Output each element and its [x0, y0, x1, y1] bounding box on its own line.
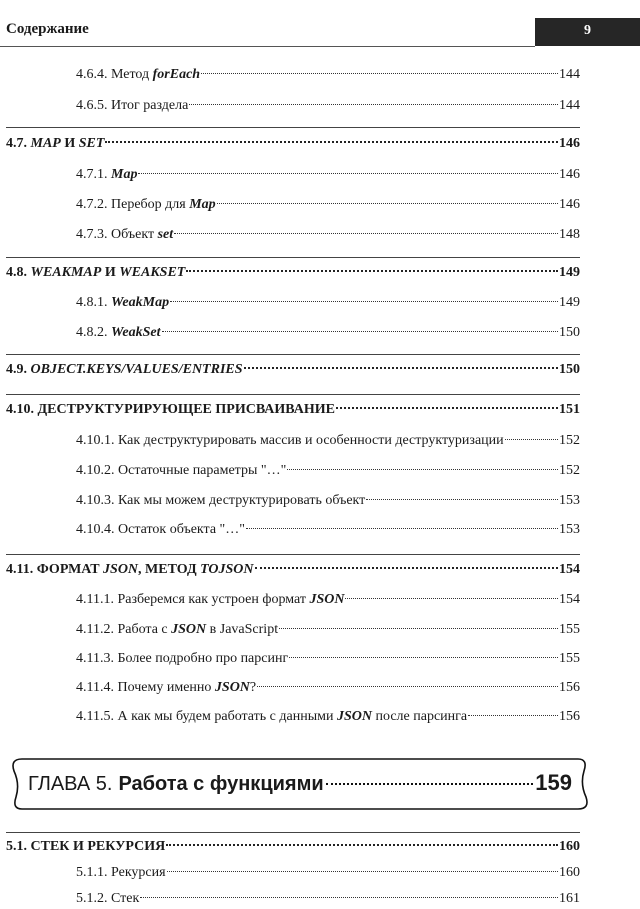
toc-page-number: 156: [559, 680, 580, 695]
toc-page-number: 150: [559, 325, 580, 340]
toc-entry: 5.1.2. Стек 161: [76, 891, 580, 906]
page-header: [0, 0, 640, 50]
toc-entry: 4.7.2. Перебор для Map 146: [76, 197, 580, 212]
section-divider: [6, 554, 580, 555]
toc-entry: 4.6.4. Метод forEach 144: [76, 67, 580, 82]
toc-page-number: 150: [559, 362, 580, 377]
toc-page-number: 152: [559, 433, 580, 448]
toc-section-heading: 4.7. MAP И SET 146: [6, 136, 580, 151]
toc-section-heading: 4.8. WEAKMAP И WEAKSET 149: [6, 265, 580, 280]
toc-page-number: 161: [559, 891, 580, 906]
toc-page-number: 144: [559, 67, 580, 82]
toc-page-number: 146: [559, 167, 580, 182]
toc-page-number: 146: [559, 136, 580, 151]
toc-page-number: 160: [559, 865, 580, 880]
toc-entry: 4.6.5. Итог раздела 144: [76, 98, 580, 113]
section-divider: [6, 832, 580, 833]
section-divider: [6, 257, 580, 258]
section-divider: [6, 394, 580, 395]
toc-section-heading: 4.10. ДЕСТРУКТУРИРУЮЩЕЕ ПРИСВАИВАНИЕ 151: [6, 402, 580, 417]
toc-page-number: 148: [559, 227, 580, 242]
toc-section-heading: 4.9. OBJECT.KEYS/VALUES/ENTRIES 150: [6, 362, 580, 377]
toc-page-number: 146: [559, 197, 580, 212]
toc-entry: 4.10.1. Как деструктурировать массив и особенности деструктуризации 152: [76, 433, 580, 448]
toc-page-number: 156: [559, 709, 580, 724]
toc-entry: 5.1.1. Рекурсия 160: [76, 865, 580, 880]
chapter-page-number: 159: [535, 770, 572, 795]
header-rule: [0, 46, 535, 47]
toc-entry: 4.7.1. Map 146: [76, 167, 580, 182]
toc-page-number: 155: [559, 651, 580, 666]
chapter-banner: [12, 757, 588, 811]
chapter-title: Работа с функциями: [118, 773, 324, 795]
toc-entry: 4.10.4. Остаток объекта "…" 153: [76, 522, 580, 537]
toc-entry: 4.8.2. WeakSet 150: [76, 325, 580, 340]
chapter-label: ГЛАВА 5.: [28, 773, 113, 795]
toc-section-heading: 4.11. ФОРМАТ JSON, МЕТОД TOJSON 154: [6, 562, 580, 577]
toc-page-number: 153: [559, 493, 580, 508]
toc-entry: 4.10.3. Как мы можем деструктурировать объект 153: [76, 493, 580, 508]
section-divider: [6, 127, 580, 128]
toc-page-number: 149: [559, 265, 580, 280]
toc-page-number: 151: [559, 402, 580, 417]
toc-entry: 4.11.2. Работа с JSON в JavaScript 155: [76, 622, 580, 637]
toc-entry: 4.11.3. Более подробно про парсинг 155: [76, 651, 580, 666]
toc-section-heading: 5.1. СТЕК И РЕКУРСИЯ 160: [6, 839, 580, 854]
toc-page-number: 160: [559, 839, 580, 854]
toc-page-number: 154: [559, 562, 580, 577]
toc-entry: 4.8.1. WeakMap 149: [76, 295, 580, 310]
page-number-box: [535, 18, 640, 46]
toc-entry: 4.11.5. А как мы будем работать с данными JSON после парсинга 156: [76, 709, 580, 724]
section-divider: [6, 354, 580, 355]
toc-entry: 4.7.3. Объект set 148: [76, 227, 580, 242]
toc-page-number: 152: [559, 463, 580, 478]
toc-page-number: 154: [559, 592, 580, 607]
toc-page-number: 155: [559, 622, 580, 637]
toc-page-number: 144: [559, 98, 580, 113]
toc-entry: 4.10.2. Остаточные параметры "…" 152: [76, 463, 580, 478]
header-title: Содержание: [6, 21, 89, 37]
toc-page-number: 153: [559, 522, 580, 537]
toc-entry: 4.11.1. Разберемся как устроен формат JSON 154: [76, 592, 580, 607]
toc-entry: 4.11.4. Почему именно JSON? 156: [76, 680, 580, 695]
toc-page-number: 149: [559, 295, 580, 310]
page-number: 9: [584, 23, 591, 38]
